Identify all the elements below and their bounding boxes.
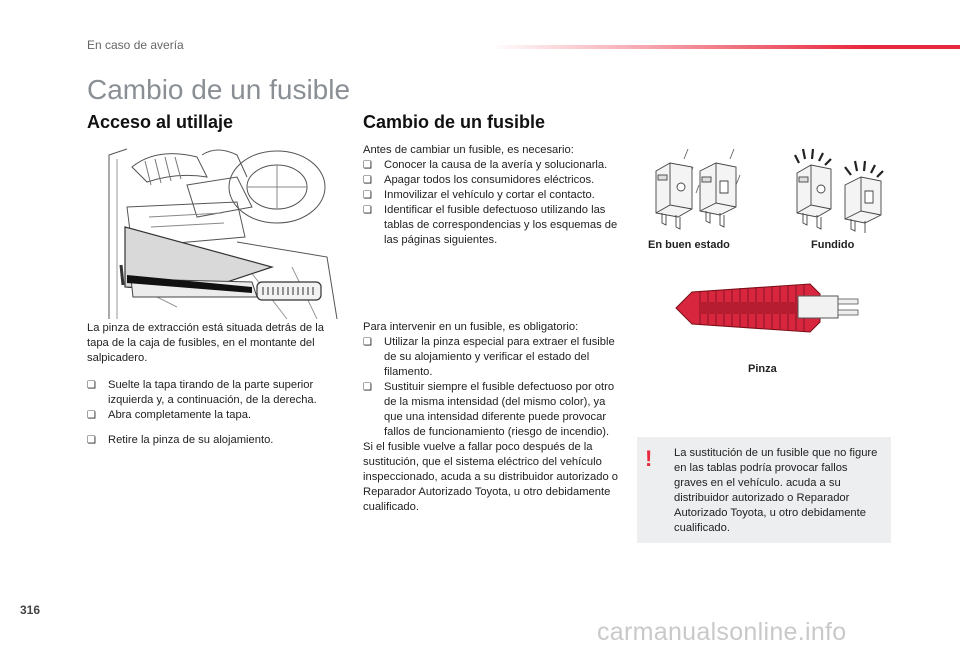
tweezer-label: Pinza bbox=[748, 363, 777, 375]
list-item: ❏ Inmovilizar el vehículo y cortar el contacto. bbox=[363, 189, 595, 201]
intervene-block bbox=[363, 320, 618, 515]
bullet-icon: ❏ bbox=[87, 410, 96, 421]
list-item: ❏ Apagar todos los consumidores eléctricos. bbox=[363, 174, 595, 186]
dashboard-illustration bbox=[87, 147, 340, 319]
intervene-list bbox=[363, 335, 618, 440]
fuse-good-illustration bbox=[640, 145, 750, 235]
bullet-icon: ❏ bbox=[363, 337, 372, 348]
before-block bbox=[363, 143, 618, 248]
list-item: ❏ Suelte la tapa tirando de la parte superior izquierda y, a continuación, de la derecha. bbox=[87, 379, 317, 406]
list-item: ❏ Abra completamente la tapa. bbox=[87, 409, 252, 421]
list-item: ❏ Conocer la causa de la avería y solucionarla. bbox=[363, 159, 608, 171]
middle-heading: Cambio de un fusible bbox=[363, 112, 546, 132]
bullet-icon: ❏ bbox=[363, 382, 372, 393]
before-list bbox=[363, 158, 618, 248]
list-item: ❏ Utilizar la pinza especial para extraer el fusible de su alojamiento y verificar el estado del filamento. bbox=[363, 336, 615, 378]
bullet-icon: ❏ bbox=[87, 435, 96, 446]
tweezer-illustration bbox=[670, 272, 865, 344]
watermark: carmanualsonline.info bbox=[597, 618, 847, 646]
section-tag: En caso de avería bbox=[87, 38, 184, 52]
warning-icon: ! bbox=[645, 446, 653, 471]
page-title: Cambio de un fusible bbox=[87, 74, 351, 105]
fuse-blown-label: Fundido bbox=[811, 239, 855, 251]
bullet-icon: ❏ bbox=[363, 175, 372, 186]
list-item: ❏ Sustituir siempre el fusible defectuoso por otro de la misma intensidad (del mismo color), ya que una intensidad diferente puede provocar fallos de funcionamiento (riesgo de incendio). bbox=[363, 381, 615, 438]
fuse-good-label: En buen estado bbox=[648, 239, 730, 251]
left-intro: La pinza de extracción está situada detrás de la tapa de la caja de fusibles, en el montante del salpicadero. bbox=[87, 322, 324, 364]
list-item: ❏ Retire la pinza de su alojamiento. bbox=[87, 434, 274, 446]
bullet-icon: ❏ bbox=[363, 160, 372, 171]
bullet-icon: ❏ bbox=[363, 190, 372, 201]
page-number: 316 bbox=[20, 603, 41, 617]
bullet-icon: ❏ bbox=[87, 380, 96, 391]
fuse-blown-illustration bbox=[785, 145, 895, 235]
intervene-intro: Para intervenir en un fusible, es obligatorio: bbox=[363, 321, 579, 333]
before-intro: Antes de cambiar un fusible, es necesario: bbox=[363, 144, 574, 156]
header-accent-bar bbox=[490, 45, 960, 49]
list-item: ❏ Identificar el fusible defectuoso utilizando las tablas de correspondencias y los esquemas de las páginas siguientes. bbox=[363, 204, 618, 246]
warning-text: La sustitución de un fusible que no figure en las tablas podría provocar fallos graves en el vehículo. acuda a su distribuidor autorizado o Reparador Autorizado Toyota, u otro debidamente cualificado. bbox=[674, 447, 878, 534]
closing-text: Si el fusible vuelve a fallar poco después de la sustitución, que el sistema eléctrico del vehículo inspeccionado, acuda a su distribuidor autorizado o Reparador Autorizado Toyota, u otro debidamente cualificado. bbox=[363, 441, 618, 513]
left-steps bbox=[87, 378, 337, 448]
bullet-icon: ❏ bbox=[363, 205, 372, 216]
left-heading: Acceso al utillaje bbox=[87, 112, 234, 132]
